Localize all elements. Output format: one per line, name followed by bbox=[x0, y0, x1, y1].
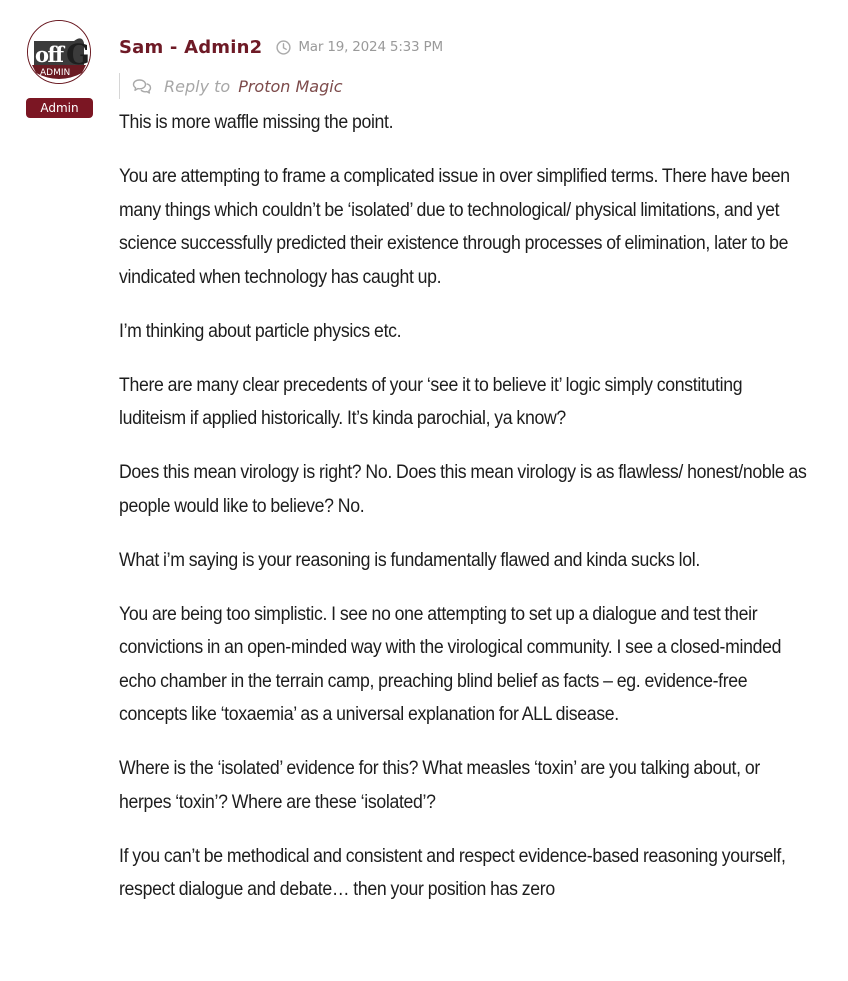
comment-body bbox=[119, 106, 809, 927]
svg-text:G: G bbox=[66, 38, 90, 71]
comment-paragraph: I’m thinking about particle physics etc. bbox=[119, 320, 402, 342]
comment-paragraph: There are many clear precedents of your ‘see it to believe it’ logic simply constituting luditeism if applied historically. It’s kinda parochial, ya know? bbox=[119, 374, 743, 429]
comment-paragraph: Does this mean virology is right? No. Does this mean virology is as flawless/ honest/noble as people would like to believe? No. bbox=[119, 462, 807, 517]
comment-paragraph: Where is the ‘isolated’ evidence for this? What measles ‘toxin’ are you talking about, or herpes ‘toxin’? Where are these ‘isolated’? bbox=[119, 758, 760, 813]
offg-logo-icon bbox=[28, 21, 90, 83]
avatar[interactable] bbox=[27, 20, 91, 84]
reply-to bbox=[119, 73, 343, 99]
timestamp[interactable]: Mar 19, 2024 5:33 PM bbox=[298, 39, 443, 55]
comment-paragraph: You are attempting to frame a complicated issue in over simplified terms. There have been many things which couldn’t be ‘isolated’ due to technological/ physical limitations, and yet science successfully predicted their existence through processes of elimination, later to be vindicated when technology has caught up. bbox=[119, 166, 790, 288]
comment-paragraph: What i’m saying is your reasoning is fundamentally flawed and kinda sucks lol. bbox=[119, 549, 700, 571]
reply-label: Reply to bbox=[164, 76, 231, 96]
comment-header bbox=[119, 33, 443, 61]
author-name[interactable]: Sam - Admin2 bbox=[119, 36, 263, 58]
clock-icon bbox=[276, 40, 291, 55]
reply-target-link[interactable]: Proton Magic bbox=[238, 76, 343, 96]
role-badge: Admin bbox=[26, 98, 93, 118]
comment-paragraph: You are being too simplistic. I see no one attempting to set up a dialogue and test their convictions in an open-minded way with the virological community. I see a closed-minded echo chamber in the terrain camp, preaching blind belief as facts – eg. evidence-free concepts like ‘toxaemia’ as a universal explanation for ALL disease. bbox=[119, 603, 782, 725]
svg-text:ADMIN: ADMIN bbox=[40, 68, 71, 78]
comment-paragraph: This is more waffle missing the point. bbox=[119, 112, 394, 133]
comments-icon bbox=[132, 78, 152, 95]
svg-text:off: off bbox=[35, 42, 63, 67]
comment-paragraph: If you can’t be methodical and consistent and respect evidence-based reasoning yourself, respect dialogue and debate… then your position has zero bbox=[119, 845, 786, 900]
